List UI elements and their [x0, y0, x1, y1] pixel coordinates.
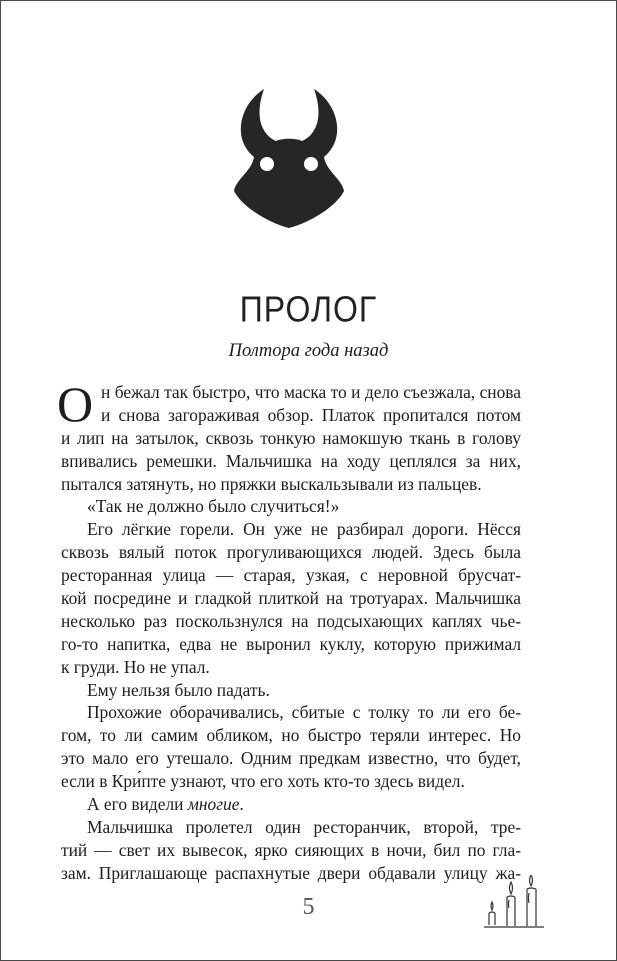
- text-line: и снова загораживая обзор. Платок пропитался потом: [101, 404, 521, 425]
- text-line: если в Кри́пте узнают, что его хоть кто-то здесь видел.: [61, 771, 465, 792]
- page-number: 5: [302, 894, 315, 920]
- text-line: н бежал так быстро, что маска то и дело съезжала, снова: [101, 382, 521, 402]
- text-segment: .: [239, 794, 244, 815]
- drop-cap: О: [57, 376, 94, 432]
- text-line: гом, то ли самим обликом, но быстро теряли интерес. Но: [61, 725, 521, 746]
- text-line: Прохожие оборачивались, сбитые с толку то ли его бе-: [87, 702, 521, 723]
- chapter-subtitle: Полтора года назад: [228, 341, 389, 361]
- body-text: [57, 376, 521, 885]
- candles-icon: [481, 875, 549, 929]
- text-line: впивались ремешки. Мальчишка на ходу цеплялся за них,: [61, 450, 521, 471]
- text-line: несколько раз поскользнулся на подсыхающих каплях чье-: [61, 610, 521, 631]
- text-line: [61, 793, 521, 816]
- text-line: к груди. Но не упал.: [61, 656, 210, 677]
- text-line: зам. Приглашающе распахнутые двери обдавали улицу жа-: [61, 862, 521, 883]
- text-line: сквозь вялый поток прогуливающихся людей. Здесь была: [61, 542, 521, 563]
- text-line: Мальчишка пролетел один ресторанчик, второй, тре-: [87, 816, 521, 837]
- text-line: Ему нельзя было падать.: [87, 679, 270, 700]
- text-line: Его лёгкие горели. Он уже не разбирал дороги. Нёсся: [87, 519, 521, 540]
- text-line: го-то напитка, едва не выронил куклу, которую прижимал: [61, 633, 521, 654]
- text-line: ресторанная улица — старая, узкая, с неровной брусчат-: [61, 565, 521, 586]
- horned-mask-icon: [224, 87, 354, 229]
- text-line: и лип на затылок, сквозь тонкую намокшую ткань в голову: [61, 427, 521, 448]
- text-line: пытался затянуть, но пряжки выскальзывали из пальцев.: [61, 473, 482, 494]
- text-line: это мало его утешало. Одним предкам известно, что будет,: [61, 748, 521, 769]
- text-line: кой посредине и гладкой плиткой на тротуарах. Мальчишка: [61, 588, 521, 609]
- chapter-title: ПРОЛОГ: [239, 288, 378, 330]
- text-segment: А его видели: [87, 794, 188, 815]
- text-line: тий — свет их вывесок, ярко сияющих в ночи, бил по гла-: [61, 839, 521, 860]
- text-line: «Так не должно было случиться!»: [87, 496, 340, 517]
- emphasis-text: многие: [187, 794, 240, 815]
